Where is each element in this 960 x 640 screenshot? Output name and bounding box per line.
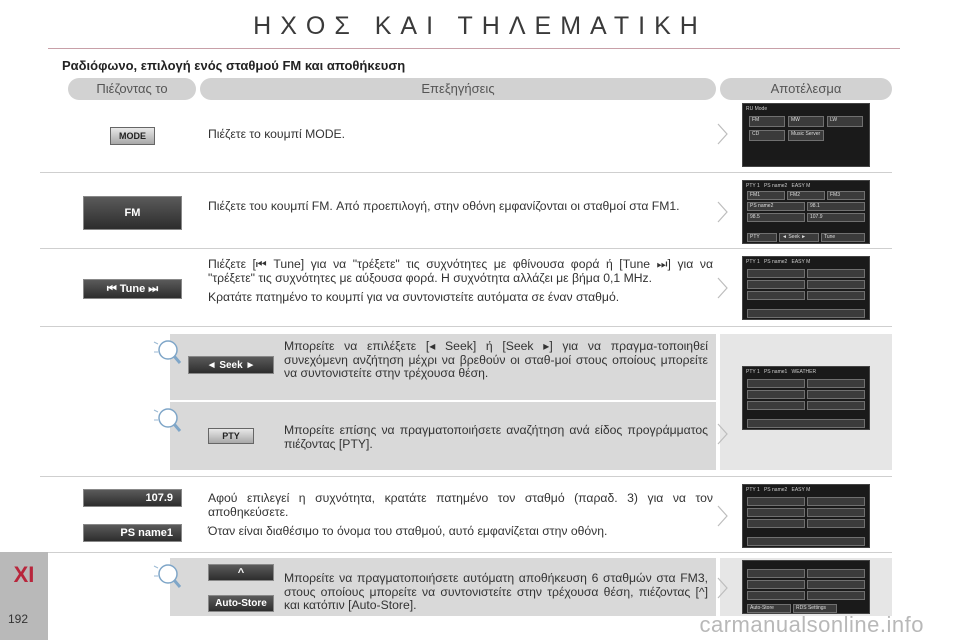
page-title: ΗΧΟΣ ΚΑΙ ΤΗΛΕΜΑΤΙΚΗ [253, 12, 707, 40]
row-mode-text-1: Πιέζετε το κουμπί MODE. [208, 127, 346, 141]
row-tune-text [208, 258, 713, 311]
chevron-right-icon [716, 504, 730, 528]
screen-title: RU Mode [746, 106, 768, 112]
row-fm-text [208, 200, 713, 220]
screen-row [807, 591, 865, 600]
header-press: Πιέζοντας το [68, 78, 196, 100]
magnifier-tip-icon [152, 336, 182, 366]
screen-row [747, 390, 805, 399]
chevron-right-icon [716, 422, 730, 446]
screen-row: 98.1 [807, 202, 865, 211]
row-tune-text-1: Πιέζετε [⏮ Tune] για να "τρέξετε" τις συχνότητες με φθίνουσα φορά ή [Tune ⏭] για να "τρέξετε" τις συχνότητες με αύξουσα φορά. Η συχνότητα αλλάζει με βήμα 0,1 MHz. [208, 257, 713, 285]
screen-row: PS name2 [747, 202, 805, 211]
scroll-up-button[interactable]: ^ [208, 564, 274, 581]
screen-tab: FM1 [747, 191, 785, 200]
screen-tab: FM3 [827, 191, 865, 200]
tune-button[interactable]: ⏮ Tune ⏭ [83, 279, 182, 299]
screen-row [747, 401, 805, 410]
row-pty-text-1: Μπορείτε επίσης να πραγματοποιήσετε αναζήτηση ανά είδος προγράμματος πιέζοντας [PTY]. [284, 423, 708, 451]
screen-header: PTY 1 PS name1 WEATHER [746, 369, 817, 375]
header-result: Αποτέλεσμα [720, 78, 892, 100]
row-divider [40, 552, 892, 553]
chevron-right-icon [716, 200, 730, 224]
screen-row [747, 379, 805, 388]
screen-row: 98.5 [747, 213, 805, 222]
screen-row [747, 419, 865, 428]
screen-row [807, 379, 865, 388]
row-mode-text [208, 128, 713, 148]
row-seek-text [284, 340, 708, 387]
seek-button[interactable]: ◄ Seek ► [188, 356, 274, 374]
screen-row [807, 519, 865, 528]
screen-row: PTY [747, 233, 777, 242]
page-number: 192 [8, 612, 29, 626]
result-screen-tune [742, 256, 870, 320]
pty-button[interactable]: PTY [208, 428, 254, 444]
screen-row [747, 591, 805, 600]
screen-row [807, 508, 865, 517]
magnifier-tip-icon [152, 404, 182, 434]
screen-item: CD [749, 130, 785, 141]
result-screen-mode [742, 103, 870, 167]
fm-button[interactable]: FM [83, 196, 182, 230]
screen-row: 107.9 [807, 213, 865, 222]
row-divider [40, 326, 892, 327]
row-tune-text-2: Κρατάτε πατημένο το κουμπί για να συντονιστείτε αυτόματα σε έναν σταθμό. [208, 290, 620, 304]
watermark: carmanualsonline.info [699, 612, 924, 637]
screen-row [747, 537, 865, 546]
row-divider [40, 248, 892, 249]
screen-row [747, 519, 805, 528]
row-seek-text-1: Μπορείτε να επιλέξετε [◂ Seek] ή [Seek ▸] για να πραγμα-τοποιηθεί συνεχόμενη ανζήτηση μέχρι να βρεθούν οι σταθ-μοί στους οποίους μπορείτε να συντονιστείτε στην τρέχουσα θέση. [284, 339, 708, 380]
screen-header: PTY 1 PS name2 EASY M [746, 259, 811, 265]
row-pty-text [284, 424, 708, 457]
chevron-right-icon [716, 122, 730, 146]
screen-row [747, 508, 805, 517]
screen-row [807, 401, 865, 410]
preset-107-button[interactable]: 107.9 [83, 489, 182, 507]
screen-row [807, 390, 865, 399]
screen-item: LW [827, 116, 863, 127]
header-explanation: Επεξηγήσεις [200, 78, 716, 100]
screen-header: PTY 1 PS name2 EASY M [746, 183, 811, 189]
screen-row: ◄ Seek ► [779, 233, 819, 242]
row-divider [40, 476, 892, 477]
screen-row [807, 280, 865, 289]
screen-button: Auto-Store [747, 604, 791, 613]
screen-item: MW [788, 116, 824, 127]
row-store-text-2: Όταν είναι διαθέσιμο το όνομα του σταθμού, αυτό εμφανίζεται στην οθόνη. [208, 524, 608, 538]
result-screen-autostore [742, 560, 870, 614]
result-screen-seek [742, 366, 870, 430]
screen-row [807, 497, 865, 506]
magnifier-tip-icon [152, 560, 182, 590]
screen-row [747, 569, 805, 578]
screen-row: Tune [821, 233, 865, 242]
screen-row [807, 569, 865, 578]
row-fm-text-1: Πιέζετε του κουμπί FM. Από προεπιλογή, στην οθόνη εμφανίζονται οι σταθμοί στα FM1. [208, 199, 680, 213]
screen-row [807, 580, 865, 589]
result-screen-store [742, 484, 870, 548]
screen-row [747, 269, 805, 278]
row-divider [40, 172, 892, 173]
chevron-right-icon [716, 576, 730, 600]
auto-store-button[interactable]: Auto-Store [208, 595, 274, 612]
chevron-right-icon [716, 276, 730, 300]
title-divider [48, 48, 900, 49]
mode-button[interactable]: MODE [110, 127, 155, 145]
screen-item: FM [749, 116, 785, 127]
row-autostore-text-1: Μπορείτε να πραγματοποιήσετε αυτόματη αποθήκευση 6 σταθμών στα FM3, στους οποίους μπορείτε να συντονιστείτε στην τρέχουσα θέση, πιέζοντας [^] και κατόπιν [Auto-Store]. [284, 571, 708, 612]
screen-row [747, 580, 805, 589]
screen-row [747, 291, 805, 300]
screen-row [747, 280, 805, 289]
row-store-text [208, 492, 713, 545]
preset-psname-button[interactable]: PS name1 [83, 524, 182, 542]
screen-row [807, 269, 865, 278]
screen-header: PTY 1 PS name2 EASY M [746, 487, 811, 493]
screen-row [807, 291, 865, 300]
screen-row [747, 497, 805, 506]
screen-button: RDS Settings [793, 604, 837, 613]
row-store-text-1: Αφού επιλεγεί η συχνότητα, κρατάτε πατημένο τον σταθμό (παραδ. 3) για να τον αποθηκεύσετε. [208, 491, 713, 519]
section-label: XI [13, 562, 35, 587]
result-screen-fm [742, 180, 870, 244]
screen-item: Music Server [788, 130, 824, 141]
screen-tab: FM2 [787, 191, 825, 200]
section-title: Ραδιόφωνο, επιλογή ενός σταθμού FM και αποθήκευση [62, 58, 406, 73]
row-autostore-text [284, 572, 708, 619]
screen-row [747, 309, 865, 318]
